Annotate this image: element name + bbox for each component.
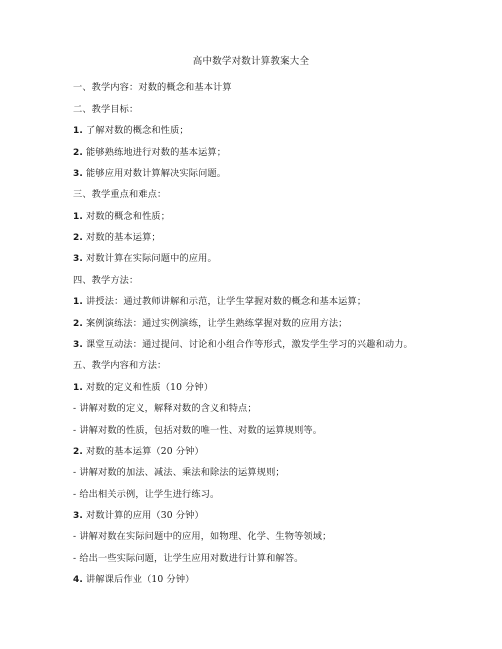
section-heading-content (73, 81, 493, 95)
section-heading-goals (73, 103, 493, 117)
list-item (73, 295, 493, 309)
list-item (73, 167, 493, 181)
list-item (73, 252, 493, 266)
list-item (73, 381, 493, 395)
item-number: 2. (73, 447, 83, 457)
line-text: 对数的概念和性质； (82, 211, 171, 222)
line-text: 二、教学目标： (73, 104, 139, 115)
list-item (73, 146, 493, 160)
line-text: - 讲解对数在实际问题中的应用，如物理、化学、生物等领域； (73, 531, 332, 542)
sub-item (73, 552, 493, 566)
item-number: 2. (73, 148, 83, 158)
sub-item (73, 466, 493, 480)
line-text: 对数计算在实际问题中的应用。 (82, 253, 217, 264)
item-number: 3. (73, 511, 83, 521)
line-text: 对数的基本运算； (82, 232, 161, 243)
line-text: 讲授法：通过教师讲解和示范，让学生掌握对数的概念和基本运算； (82, 296, 367, 307)
line-text: 对数计算的应用（30 分钟） (82, 510, 204, 521)
line-text: 案例演练法：通过实例演练，让学生熟练掌握对数的应用方法； (82, 318, 348, 329)
list-item (73, 338, 493, 352)
line-text: 能够熟练地进行对数的基本运算； (82, 147, 227, 158)
sub-item (73, 530, 493, 544)
sub-item (73, 402, 493, 416)
list-item (73, 445, 493, 459)
line-text: 一、教学内容：对数的概念和基本计算 (73, 82, 232, 93)
line-text: 五、教学内容和方法： (73, 360, 167, 371)
line-text: - 给出一些实际问题，让学生应用对数进行计算和解答。 (73, 553, 304, 564)
item-number: 4. (73, 575, 83, 585)
line-text: 四、教学方法： (73, 275, 139, 286)
line-text: 讲解课后作业（10 分钟） (82, 574, 195, 585)
item-number: 1. (73, 297, 83, 307)
line-text: 课堂互动法：通过提问、讨论和小组合作等形式，激发学生学习的兴趣和动力。 (82, 339, 413, 350)
item-number: 3. (73, 340, 83, 350)
item-number: 3. (73, 254, 83, 264)
item-number: 1. (73, 126, 83, 136)
line-text: - 讲解对数的性质，包括对数的唯一性、对数的运算规则等。 (73, 425, 323, 436)
sub-item (73, 488, 493, 502)
line-text: 三、教学重点和难点： (73, 189, 167, 200)
list-item (73, 509, 493, 523)
section-heading-methods (73, 274, 493, 288)
line-text: - 讲解对数的定义，解释对数的含义和特点； (73, 403, 257, 414)
list-item (73, 573, 493, 587)
line-text: 对数的定义和性质（10 分钟） (82, 382, 214, 393)
list-item (73, 210, 493, 224)
line-text: 能够应用对数计算解决实际问题。 (82, 168, 227, 179)
section-heading-content-methods (73, 359, 493, 373)
list-item (73, 231, 493, 245)
line-text: - 讲解对数的加法、减法、乘法和除法的运算规则； (73, 467, 285, 478)
section-heading-key-points (73, 188, 493, 202)
line-text: 了解对数的概念和性质； (82, 125, 189, 136)
item-number: 1. (73, 383, 83, 393)
list-item (73, 317, 493, 331)
item-number: 3. (73, 169, 83, 179)
item-number: 2. (73, 233, 83, 243)
item-number: 2. (73, 319, 83, 329)
item-number: 1. (73, 212, 83, 222)
line-text: 对数的基本运算（20 分钟） (82, 446, 204, 457)
document-title: 高中数学对数计算教案大全 (192, 56, 310, 67)
list-item (73, 124, 493, 138)
line-text: - 给出相关示例，让学生进行练习。 (73, 489, 220, 500)
sub-item (73, 424, 493, 438)
